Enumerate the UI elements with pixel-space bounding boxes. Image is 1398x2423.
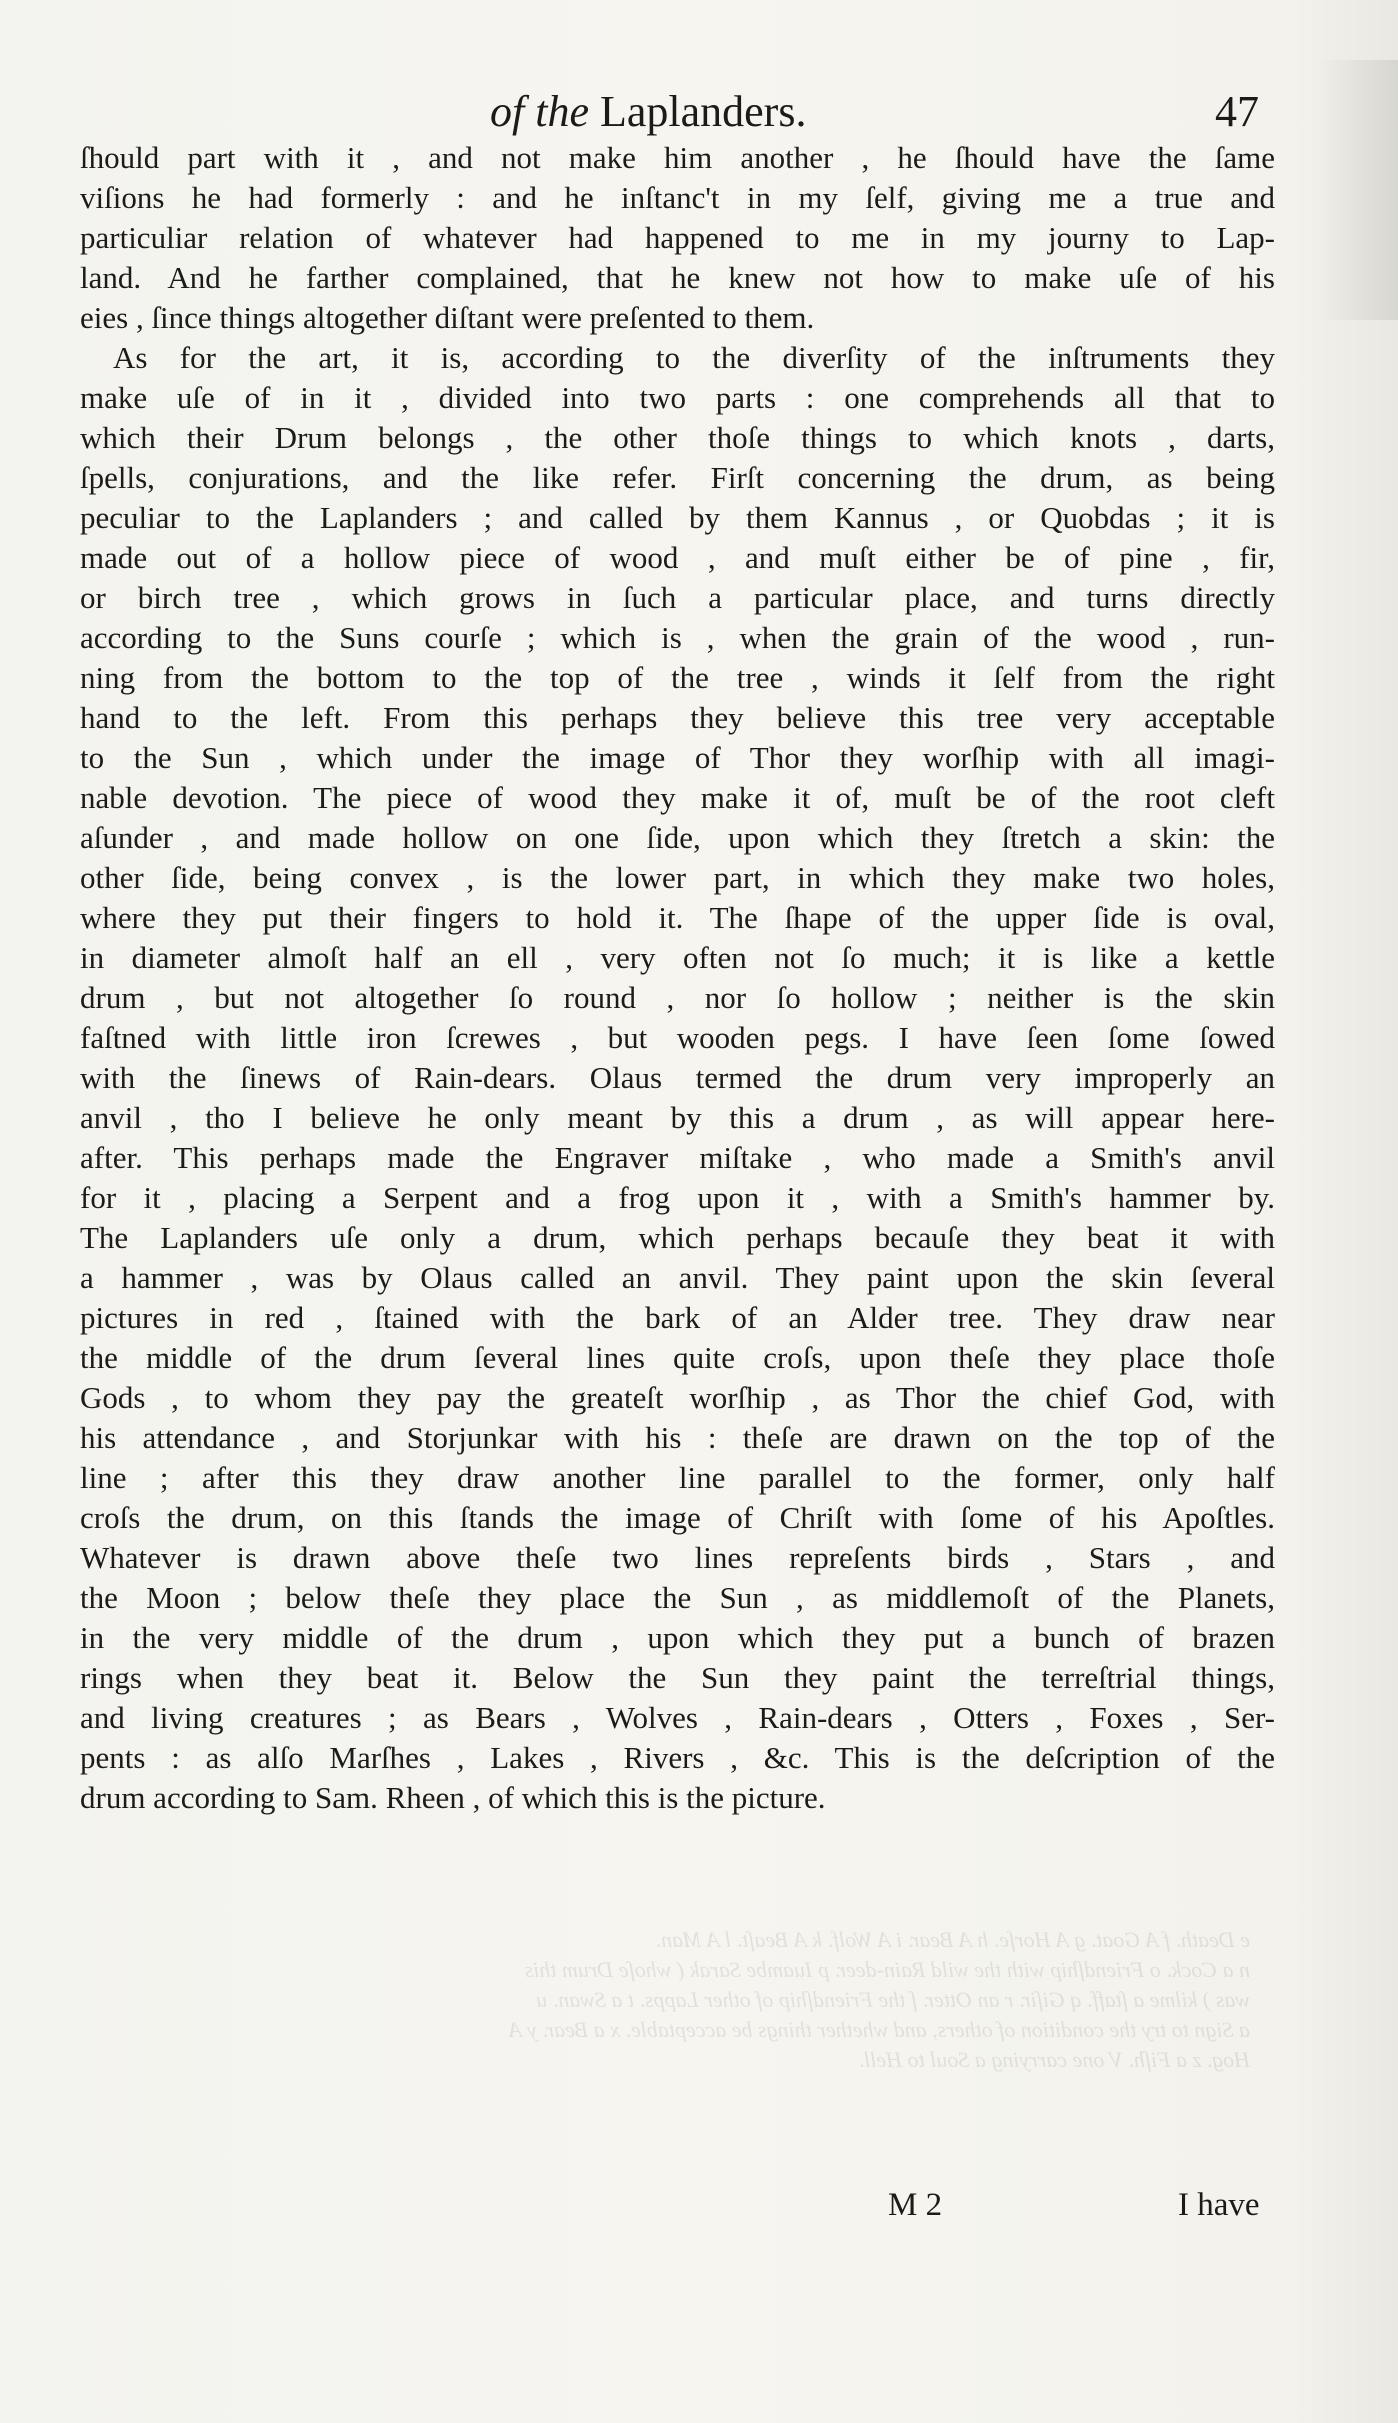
paragraph [80,338,1275,1818]
running-head [0,82,1398,142]
text-line: The Laplanders uſe only a drum, which perhaps becauſe they beat it with [80,1220,1275,1255]
text-line: anvil , tho I believe he only meant by this a drum , as will appear here- [80,1100,1275,1135]
text-line: rings when they beat it. Below the Sun they paint the terreſtrial things, [80,1660,1275,1695]
text-line: drum , but not altogether ſo round , nor ſo hollow ; neither is the skin [80,980,1275,1015]
text-line: his attendance , and Storjunkar with his : theſe are drawn on the top of the [80,1420,1275,1455]
text-line: pents : as alſo Marſhes , Lakes , Rivers , &c. This is the deſcription of the [80,1740,1275,1775]
text-line: to the Sun , which under the image of Thor they worſhip with all imagi- [80,740,1275,775]
running-head-prefix: of the [490,87,589,136]
text-line: with the ſinews of Rain-dears. Olaus termed the drum very improperly an [80,1060,1275,1095]
show-through-text [150,1925,1250,2075]
text-line: land. And he farther complained, that he knew not how to make uſe of his [80,260,1275,295]
text-line: the middle of the drum ſeveral lines quite croſs, upon theſe they place thoſe [80,1340,1275,1375]
text-line: Whatever is drawn above theſe two lines repreſents birds , Stars , and [80,1540,1275,1575]
text-line: in diameter almoſt half an ell , very often not ſo much; it is like a kettle [80,940,1275,975]
text-line: make uſe of in it , divided into two parts : one comprehends all that to [80,380,1275,415]
text-line: As for the art, it is, according to the diverſity of the inſtruments they [113,340,1275,375]
text-line: after. This perhaps made the Engraver miſtake , who made a Smith's anvil [80,1140,1275,1175]
text-line: croſs the drum, on this ſtands the image of Chriſt with ſome of his Apoſtles. [80,1500,1275,1535]
text-line: hand to the left. From this perhaps they believe this tree very acceptable [80,700,1275,735]
running-head-title [490,82,806,142]
text-line: a hammer , was by Olaus called an anvil. They paint upon the skin ſeveral [80,1260,1275,1295]
text-line: drum according to Sam. Rheen , of which this is the picture. [80,1780,826,1815]
text-line: viſions he had formerly : and he inſtanc't in my ſelf, giving me a true and [80,180,1275,215]
text-line: line ; after this they draw another line parallel to the former, only half [80,1460,1275,1495]
text-line: for it , placing a Serpent and a frog upon it , with a Smith's hammer by. [80,1180,1275,1215]
text-line: ſpells, conjurations, and the like refer. Firſt concerning the drum, as being [80,460,1275,495]
text-line: particuliar relation of whatever had happened to me in my journy to Lap- [80,220,1275,255]
text-line: the Moon ; below theſe they place the Sun , as middlemoſt of the Planets, [80,1580,1275,1615]
text-line: aſunder , and made hollow on one ſide, upon which they ſtretch a skin: the [80,820,1275,855]
text-line: according to the Suns courſe ; which is , when the grain of the wood , run- [80,620,1275,655]
show-through-line: e Death. f A Goat. g A Horſe. h A Bear. i A Wolf. k A Beaſt. l A Man. [655,1927,1250,1952]
body-text [80,138,1275,1818]
text-line: which their Drum belongs , the other thoſe things to which knots , darts, [80,420,1275,455]
text-line: Gods , to whom they pay the greateſt worſhip , as Thor the chief God, with [80,1380,1275,1415]
signature-mark: M 2 [888,2187,943,2223]
text-line: and living creatures ; as Bears , Wolves , Rain-dears , Otters , Foxes , Ser- [80,1700,1275,1735]
text-line: faſtned with little iron ſcrewes , but wooden pegs. I have ſeen ſome ſowed [80,1020,1275,1055]
text-line: ſhould part with it , and not make him another , he ſhould have the ſame [80,140,1275,175]
text-line: other ſide, being convex , is the lower part, in which they make two holes, [80,860,1275,895]
text-line: pictures in red , ſtained with the bark of an Alder tree. They draw near [80,1300,1275,1335]
text-line: eies , ſince things altogether diſtant were preſented to them. [80,300,815,335]
page-number: 47 [1215,87,1259,136]
running-head-main: Laplanders. [599,87,807,136]
catchword: I have [1178,2187,1260,2223]
text-line: where they put their fingers to hold it. The ſhape of the upper ſide is oval, [80,900,1275,935]
text-line: nable devotion. The piece of wood they make it of, muſt be of the root cleft [80,780,1275,815]
text-line: peculiar to the Laplanders ; and called by them Kannus , or Quobdas ; it is [80,500,1275,535]
text-line: in the very middle of the drum , upon which they put a bunch of brazen [80,1620,1275,1655]
text-line: or birch tree , which grows in ſuch a particular place, and turns directly [80,580,1275,615]
show-through-line: was ) kilme a ſtaff. q Giſir. r an Otter. ſ the Friendſhip of other Lapps. t a Swan. u [536,1987,1250,2012]
paragraph [80,138,1275,338]
show-through-line: n a Cock. o Friendſhip with the wild Rain-deer. p Iuambe Sarak ( whoſe Drum this [524,1957,1250,1982]
show-through-line: Hog. z a Fiſh. V one carrying a Soul to Hell. [858,2047,1250,2072]
show-through-line: a Sign to try the condition of others, and whether things be acceptable. x a Bear. y A [508,2017,1250,2042]
text-line: made out of a hollow piece of wood , and muſt either be of pine , fir, [80,540,1275,575]
text-line: ning from the bottom to the top of the tree , winds it ſelf from the right [80,660,1275,695]
